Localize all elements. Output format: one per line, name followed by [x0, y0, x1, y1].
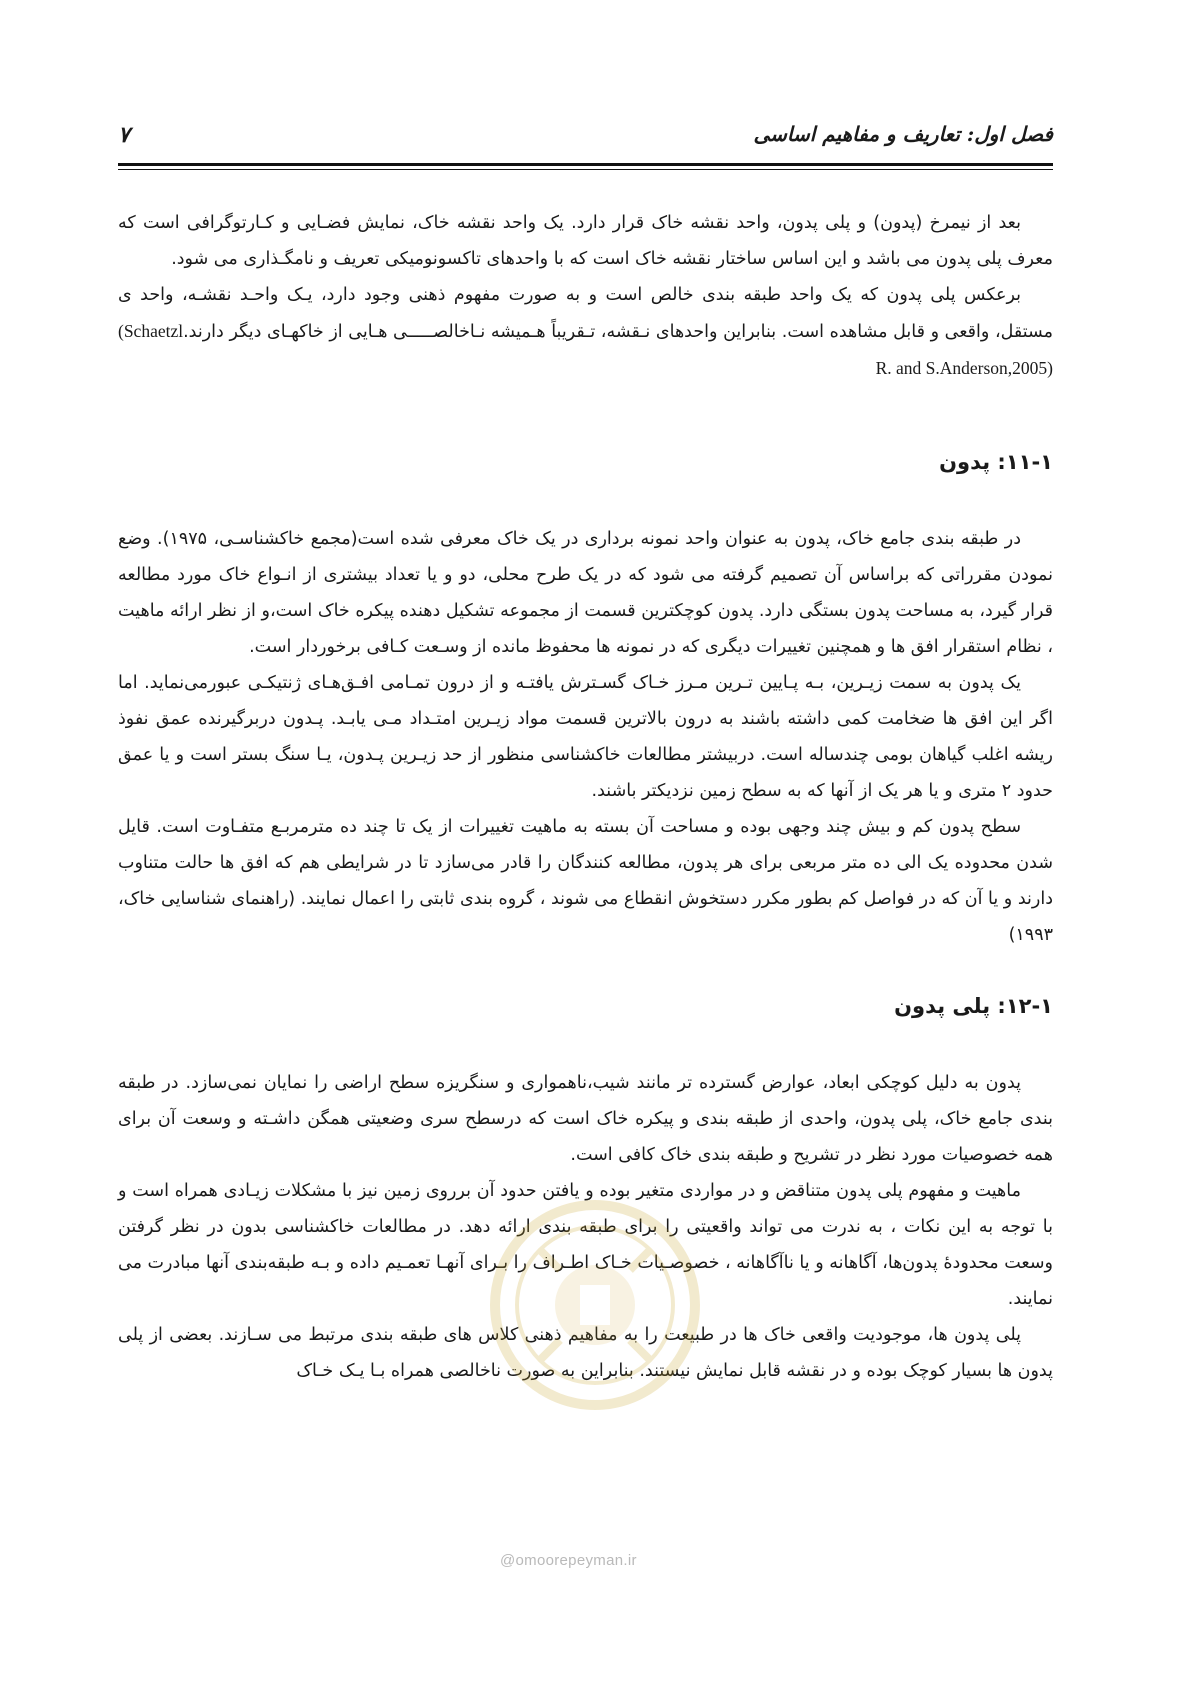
paragraph: یک پدون به سمت زیـرین، بـه پـایین تـرین مـرز خـاک گسـترش یافتـه و از درون تمـامی افـق‌هـای ژنتیکـی عبورمی‌نماید. اما اگر این افق ها ضخامت کمی داشته باشند به درون بالاترین قسمت مواد زیـرین امتـداد مـی یابـد. پـدون دربرگیرنده عمق نفوذ ریشه اغلب گیاهان بومی چندساله است. دربیشتر مطالعات خاکشناسی منظور از حد زیـرین پـدون، یـا سنگ بستر است و یا عمق حدود ۲ متری و یا هر یک از آنها که به سطح زمین نزدیکتر باشند.	[118, 673, 1053, 801]
paragraph: پدون به دلیل کوچکی ابعاد، عوارض گسترده تر مانند شیب،ناهمواری و سنگریزه سطح اراضی را نمایان نمی‌سازد. در طبقه بندی جامع خاک، پلی پدون، واحدی از طبقه بندی و پیکره خاک است که درسطح سری وضعیتی همگن داشـته و وسعت آن برای همه خصوصیات مورد نظر در تشریح و طبقه بندی خاک کافی است.	[118, 1073, 1053, 1165]
chapter-title: فصل اول: تعاریف و مفاهیم اساسی	[753, 122, 1053, 146]
paragraph: سطح پدون کم و بیش چند وجهی بوده و مساحت آن بسته به ماهیت تغییرات از یک تا چند ده مترمربـع متفـاوت است. قایل شدن محدوده یک الی ده متر مربعی برای هر پدون، مطالعه کنندگان را قادر می‌سازد تا در شرایطی هم که افق ها حالت متناوب دارند و یا آن که در فواصل کم بطور مکرر دستخوش انقطاع می شوند ، گروه بندی ثابتی را اعمال نمایند. (راهنمای شناسایی خاک، ۱۹۹۳)	[118, 817, 1053, 945]
paragraph: در طبقه بندی جامع خاک، پدون به عنوان واحد نمونه برداری در یک خاک معرفی شده است(مجمع خاکشناسـی، ۱۹۷۵). وضع نمودن مقرراتی که براساس آن تصمیم گرفته می شود که در یک طرح محلی، دو و یا تعداد بیشتری از انـواع خاک مورد مطالعه قرار گیرد، به مساحت پدون بستگی دارد. پدون کوچکترین قسمت از مجموعه تشکیل دهنده پیکره خاک است،و از نظر ارائه ماهیت ، نظام استقرار افق ها و همچنین تغییرات دیگری که در نمونه ها محفوظ مانده از وسـعت کـافی برخوردار است.	[118, 529, 1053, 657]
citation: (Schaetzl R. and S.Anderson,2005)	[118, 321, 1053, 378]
section-heading: ۱۱-۱: پدون	[939, 450, 1053, 474]
paragraph: پلی پدون ها، موجودیت واقعی خاک ها در طبیعت را به مفاهیم ذهنی کلاس های طبقه بندی مرتبط می سـازند. بعضی از پلی پدون ها بسیار کوچک بوده و در نقشه قابل نمایش نیستند. بنابراین به صورت ناخالصی همراه بـا یـک خـاک	[118, 1325, 1053, 1381]
paragraph: بعد از نیمرخ (پدون) و پلی پدون، واحد نقشه خاک قرار دارد. یک واحد نقشه خاک، نمایش فضـایی و کـارتوگرافی است که معرف پلی پدون می باشد و این اساس ساختار نقشه خاک است که با واحدهای تاکسونومیکی تعریف و نامگـذاری می شود.	[118, 213, 1053, 269]
header-rule-thin	[118, 169, 1053, 170]
page-header	[118, 118, 1053, 168]
paragraph	[118, 277, 1053, 387]
header-rule-thick	[118, 163, 1053, 166]
page-body	[118, 205, 1053, 1389]
paragraph-text: برعکس پلی پدون که یک واحد طبقه بندی خالص است و به صورت مفهوم ذهنی وجود دارد، یـک واحـد نقشـه، واحد ی مستقل، واقعی و قابل مشاهده است. بنابراین واحدهای نـقشه، تـقریباً هـمیشه نـاخالصـــــی هـایی از خاکهـای دیگر دارند.	[118, 285, 1053, 342]
watermark-text: @omoorepeyman.ir	[500, 1552, 637, 1569]
paragraph: ماهیت و مفهوم پلی پدون متناقض و در مواردی متغیر بوده و یافتن حدود آن برروی زمین نیز با مشکلات زیـادی همراه است و با توجه به این نکات ، به ندرت می تواند واقعیتی را برای طبقه بندی ارائه دهد. در مطالعات خاکشناسی بدون در نظر گرفتن وسعت محدودهٔ پدون‌ها، آگاهانه و یا ناآگاهانه ، خصوصـیات خـاک اطـراف را بـرای آنهـا تعمـیم داده و بـه طبقه‌بندی آنها مبادرت می نمایند.	[118, 1181, 1053, 1309]
section-heading: ۱۲-۱: پلی پدون	[894, 994, 1053, 1018]
page-number: ۷	[118, 122, 130, 148]
